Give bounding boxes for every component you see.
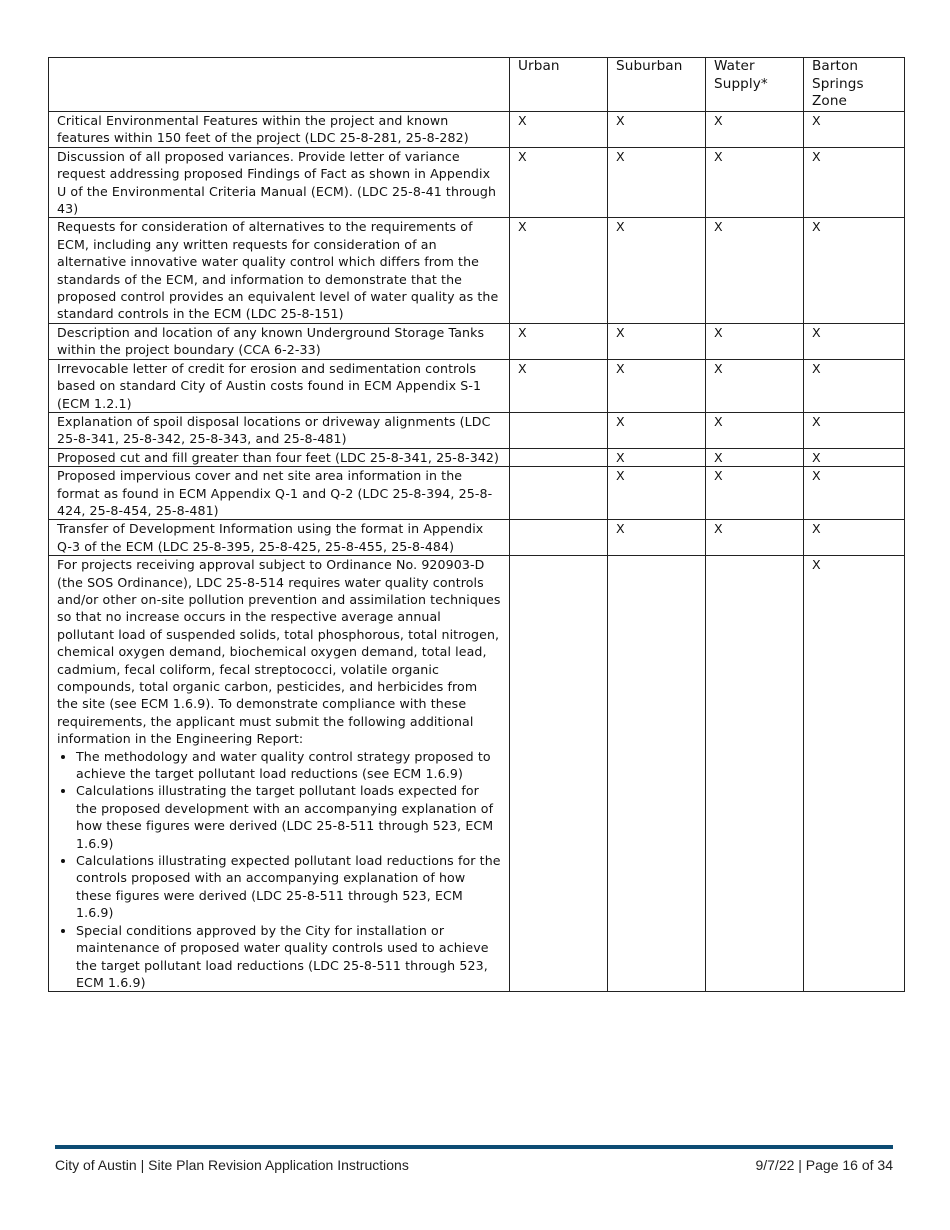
mark-urban: X [510, 323, 608, 359]
mark-barton-springs: X [804, 323, 905, 359]
row-description: Discussion of all proposed variances. Provide letter of variance request addressing proposed Findings of Fact as shown in Appendix U of the Environmental Criteria Manual (ECM). (LDC 25-8-41 through 43) [49, 147, 510, 218]
list-item: • Calculations illustrating expected pollutant load reductions for the controls proposed with an accompanying explanation of how these figures were derived (LDC 25-8-511 through 523, ECM 1.6.9) [76, 852, 501, 922]
footer-document-title: City of Austin | Site Plan Revision Application Instructions [55, 1157, 409, 1173]
header-suburban: Suburban [608, 58, 706, 112]
mark-barton-springs: X [804, 556, 905, 992]
mark-barton-springs: X [804, 112, 905, 148]
list-item: • Calculations illustrating the target pollutant loads expected for the proposed development with an accompanying explanation of how these figures were derived (LDC 25-8-511 through 523, ECM 1.6.9) [76, 782, 501, 852]
mark-suburban: X [608, 359, 706, 412]
row-description: Transfer of Development Information using the format in Appendix Q-3 of the ECM (LDC 25-8-395, 25-8-425, 25-8-455, 25-8-484) [49, 520, 510, 556]
table-row [49, 112, 905, 148]
row-description: Proposed impervious cover and net site area information in the format as found in ECM Appendix Q-1 and Q-2 (LDC 25-8-394, 25-8-424, 25-8-454, 25-8-481) [49, 467, 510, 520]
row-description-sos [49, 556, 510, 992]
mark-urban [510, 556, 608, 992]
mark-barton-springs: X [804, 359, 905, 412]
table-row [49, 412, 905, 448]
row-description: Critical Environmental Features within the project and known features within 150 feet of the project (LDC 25-8-281, 25-8-282) [49, 112, 510, 148]
mark-water-supply: X [706, 323, 804, 359]
row-description: Explanation of spoil disposal locations or driveway alignments (LDC 25-8-341, 25-8-342, 25-8-343, and 25-8-481) [49, 412, 510, 448]
mark-barton-springs: X [804, 467, 905, 520]
mark-water-supply: X [706, 359, 804, 412]
mark-urban [510, 520, 608, 556]
footer-date-page-number: 9/7/22 | Page 16 of 34 [755, 1157, 893, 1173]
mark-suburban: X [608, 520, 706, 556]
list-item: • The methodology and water quality control strategy proposed to achieve the target pollutant load reductions (see ECM 1.6.9) [76, 748, 501, 783]
header-urban: Urban [510, 58, 608, 112]
header-description [49, 58, 510, 112]
mark-urban [510, 467, 608, 520]
mark-barton-springs: X [804, 412, 905, 448]
mark-water-supply: X [706, 520, 804, 556]
table-header-row [49, 58, 905, 112]
header-water-supply: Water Supply* [706, 58, 804, 112]
footer-divider [55, 1145, 893, 1149]
mark-suburban: X [608, 218, 706, 323]
mark-water-supply: X [706, 467, 804, 520]
mark-water-supply: X [706, 112, 804, 148]
mark-urban: X [510, 112, 608, 148]
row-description: Irrevocable letter of credit for erosion and sedimentation controls based on standard City of Austin costs found in ECM Appendix S-1 (ECM 1.2.1) [49, 359, 510, 412]
table-row [49, 448, 905, 466]
list-item: • Special conditions approved by the City for installation or maintenance of proposed water quality controls used to achieve the target pollutant load reductions (LDC 25-8-511 through 523, ECM 1.6.9) [76, 922, 501, 992]
mark-urban [510, 412, 608, 448]
sos-requirements-list [57, 748, 501, 992]
mark-barton-springs: X [804, 448, 905, 466]
mark-water-supply: X [706, 147, 804, 218]
mark-urban [510, 448, 608, 466]
header-barton-springs-zone: Barton Springs Zone [804, 58, 905, 112]
table-row [49, 359, 905, 412]
table-row [49, 556, 905, 992]
table-row [49, 147, 905, 218]
mark-suburban: X [608, 112, 706, 148]
mark-urban: X [510, 359, 608, 412]
mark-suburban: X [608, 147, 706, 218]
mark-suburban: X [608, 323, 706, 359]
row-description: Proposed cut and fill greater than four feet (LDC 25-8-341, 25-8-342) [49, 448, 510, 466]
mark-suburban: X [608, 467, 706, 520]
table-row [49, 467, 905, 520]
row-description: Requests for consideration of alternatives to the requirements of ECM, including any written requests for consideration of an alternative innovative water quality control which differs from the standards of the ECM, and information to demonstrate that the proposed control provides an equivalent level of water quality as the standard controls in the ECM (LDC 25-8-151) [49, 218, 510, 323]
mark-urban: X [510, 218, 608, 323]
sos-intro-text: For projects receiving approval subject to Ordinance No. 920903-D (the SOS Ordinance), LDC 25-8-514 requires water quality controls and/or other on-site pollution prevention and assimilation techniques so that no increase occurs in the respective average annual pollutant load of suspended solids, total phosphorous, total nitrogen, chemical oxygen demand, biochemical oxygen demand, total lead, cadmium, fecal coliform, fecal streptococci, volatile organic compounds, total organic carbon, pesticides, and herbicides from the site (see ECM 1.6.9). To demonstrate compliance with these requirements, the applicant must submit the following additional information in the Engineering Report: [57, 557, 501, 747]
table-row [49, 520, 905, 556]
mark-suburban: X [608, 412, 706, 448]
table-row [49, 323, 905, 359]
mark-suburban: X [608, 448, 706, 466]
mark-water-supply: X [706, 448, 804, 466]
mark-barton-springs: X [804, 147, 905, 218]
mark-barton-springs: X [804, 218, 905, 323]
mark-barton-springs: X [804, 520, 905, 556]
mark-water-supply: X [706, 218, 804, 323]
row-description: Description and location of any known Underground Storage Tanks within the project boundary (CCA 6-2-33) [49, 323, 510, 359]
mark-water-supply: X [706, 412, 804, 448]
mark-suburban [608, 556, 706, 992]
requirements-table [48, 57, 905, 992]
mark-water-supply [706, 556, 804, 992]
table-row [49, 218, 905, 323]
mark-urban: X [510, 147, 608, 218]
